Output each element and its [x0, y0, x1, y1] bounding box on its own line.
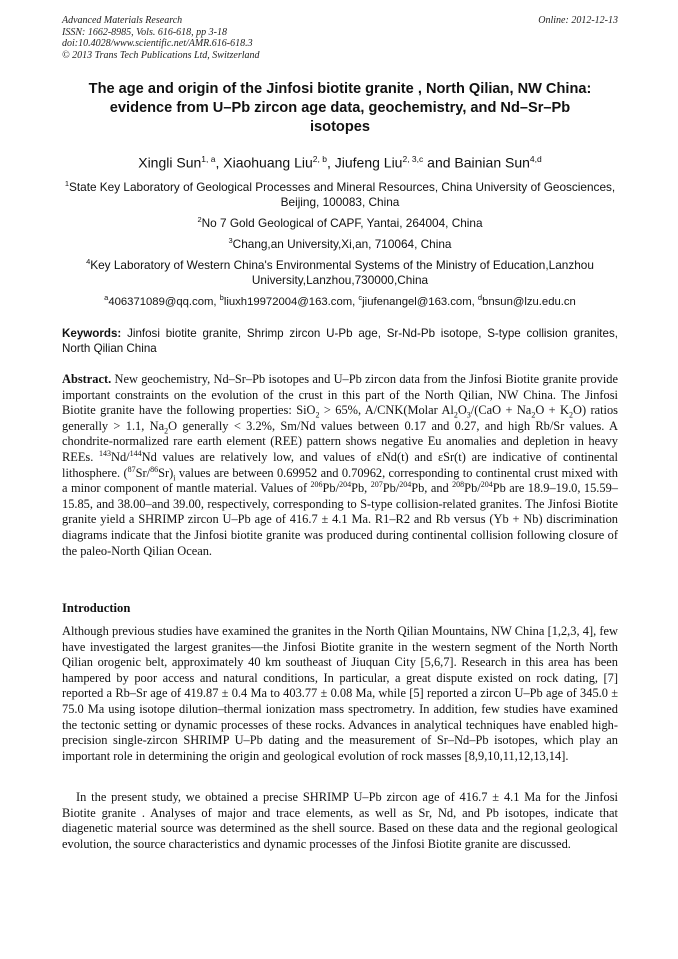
email-marker: a: [104, 293, 109, 302]
author-emails: [62, 290, 618, 310]
keywords-text: Jinfosi biotite granite, Shrimp zircon U-Pb age, Sr-Nd-Pb isotope, S-type collision granites, North Qilian China: [62, 327, 618, 355]
running-header: [62, 15, 618, 61]
author-name: Bainian Sun: [454, 154, 530, 171]
title-line-2: evidence from U–Pb zircon age data, geochemistry, and Nd–Sr–Pb: [109, 100, 571, 116]
affiliation-4: [62, 254, 618, 288]
superscript: 204: [339, 480, 352, 490]
superscript: 143: [99, 448, 112, 458]
email-marker: c: [358, 293, 363, 302]
paper-title: [54, 80, 626, 137]
abstract-text: O generally < 3.2%, Sm/Nd values between 0.17 and 0.27, and high Rb/Sr values. A chondrite-normalized rare earth element (REE) pattern shows negative Eu anomalies and depletion in heavy REEs.: [62, 418, 618, 464]
superscript: 206: [310, 480, 323, 490]
author-sup: 2, b: [312, 154, 327, 164]
journal-name: Advanced Materials Research: [62, 15, 183, 26]
superscript: 207: [370, 480, 383, 490]
subscript: 3: [466, 410, 471, 420]
affiliation-text: Key Laboratory of Western China's Environmental Systems of the Ministry of Education,Lanzhou University,Lanzhou,730000,China: [90, 257, 594, 287]
email-link[interactable]: 406371089@qq.com,: [108, 295, 220, 308]
abstract-text: values are between 0.69952 and 0.70962, corresponding to continental crust mixed with a minor component of mantle material. Values of: [62, 465, 618, 496]
abstract-paragraph: [62, 372, 618, 559]
email-link[interactable]: bnsun@lzu.edu.cn: [482, 295, 576, 308]
superscript: 87: [127, 464, 136, 474]
abstract-text: Nd/: [111, 449, 130, 464]
abstract-text: Nd values are relatively low, and values of εNd(t) and εSr(t) are indicative of continental lithosphere. (: [62, 449, 618, 480]
affiliation-number: 3: [228, 236, 233, 245]
affiliation-text: State Key Laboratory of Geological Processes and Mineral Resources, China University of Geosciences, Beijing, 100083, China: [68, 179, 616, 209]
affiliation-number: 2: [197, 215, 202, 224]
author-sup: 2, 3,c: [402, 154, 424, 164]
keywords-label: Keywords:: [62, 327, 122, 340]
issn-line: ISSN: 1662-8985, Vols. 616-618, pp 3-18: [62, 26, 227, 38]
abstract-text: Pb/: [322, 481, 340, 496]
author-sup: 4,d: [529, 154, 542, 164]
abstract-text: New geochemistry, Nd–Sr–Pb isotopes and U–Pb zircon data from the Jinfosi Biotite granite provide important constraints on the evolution of the crust in this part of the North Qilian, NW China. The Jinfosi Biotite granite have the following properties: SiO: [62, 372, 618, 418]
author-list: [62, 150, 618, 172]
affiliation-number: 1: [64, 179, 69, 188]
abstract-text: Pb are 18.9–19.0, 15.59–15.85, and 38.00–and 39.00, respectively, corresponding to S-type collision-related granites. The Jinfosi Biotite granite yield a SHRIMP zircon U–Pb age of 416.7 ± 4.1 Ma. R1–R2 and Rb versus (Yb + Nb) discrimination diagrams indicate that the Jinfosi biotite granite was produced during continental collision following closure of the paleo-North Qilian Ocean.: [62, 481, 618, 558]
abstract-text: O) ratios generally > 1.1, Na: [62, 403, 618, 433]
abstract-text: Pb,: [351, 481, 371, 496]
abstract-text: Pb/: [382, 481, 400, 496]
subscript: 2: [453, 410, 458, 420]
author-name: Jiufeng Liu: [334, 154, 403, 171]
author-separator: and: [423, 154, 455, 171]
author-name: Xingli Sun: [138, 154, 202, 171]
affiliation-3: [62, 233, 618, 252]
email-link[interactable]: jiufenangel@163.com,: [362, 295, 478, 308]
author-name: Xiaohuang Liu: [223, 154, 313, 171]
subscript: 2: [531, 410, 536, 420]
superscript: 204: [480, 480, 493, 490]
abstract-text: O + K: [535, 403, 569, 418]
abstract-label: Abstract.: [62, 372, 112, 386]
email-link[interactable]: liuxh19972004@163.com,: [223, 295, 359, 308]
email-marker: b: [219, 293, 224, 302]
abstract-text: Pb/: [464, 481, 481, 496]
email-marker: d: [477, 293, 483, 302]
author-sup: 1, a: [201, 154, 216, 164]
title-line-1: The age and origin of the Jinfosi biotite granite , North Qilian, NW China:: [88, 81, 592, 97]
subscript: 2: [164, 426, 169, 436]
subscript: 2: [315, 410, 320, 420]
author-separator: ,: [326, 154, 335, 171]
affiliation-text: Chang,an University,Xi,an, 710064, China: [232, 236, 452, 251]
abstract-text: > 65%, A/CNK(Molar Al: [319, 403, 454, 418]
abstract-text: O: [457, 403, 467, 418]
superscript: 208: [452, 480, 465, 490]
subscript: i: [173, 473, 176, 483]
abstract-text: Sr/: [135, 465, 151, 480]
keywords-block: [62, 326, 618, 356]
abstract-text: Pb, and: [411, 481, 453, 496]
doi-line: doi:10.4028/www.scientific.net/AMR.616-618.3: [62, 38, 253, 49]
abstract-text: /(CaO + Na: [470, 403, 532, 418]
online-date: Online: 2012-12-13: [538, 15, 618, 26]
copyright-line: © 2013 Trans Tech Publications Ltd, Switzerland: [62, 49, 260, 61]
affiliation-number: 4: [86, 257, 91, 266]
abstract-text: Sr): [158, 465, 174, 480]
affiliation-1: [62, 176, 618, 210]
affiliation-text: No 7 Gold Geological of CAPF, Yantai, 264004, China: [201, 215, 483, 230]
superscript: 204: [399, 480, 412, 490]
author-separator: ,: [215, 154, 224, 171]
title-line-3: isotopes: [309, 119, 370, 135]
affiliation-2: [62, 212, 618, 231]
introduction-paragraph-2: In the present study, we obtained a precise SHRIMP U–Pb zircon age of 416.7 ± 4.1 Ma for the Jinfosi Biotite granite . Analyses of major and trace elements, as well as Sr, Nd, and Pb isotopes, indicate that diagenetic material source was determined as the shell source. Based on these data and the regional geological evolution, the source characteristics and dynamic processes of the Jinfosi Biotite granite are discussed.: [62, 790, 618, 851]
introduction-heading: Introduction: [62, 601, 131, 615]
introduction-paragraph-1: Although previous studies have examined the granites in the North Qilian Mountains, NW China [1,2,3, 4], few have investigated the largest granites—the Jinfosi Biotite granite in the western segment of the North North Qilian orogenic belt, approximately 40 km southeast of Jiuquan City [5,6,7]. Research in this area has been hampered by poor access and natural conditions, In particular, a great dispute existed on rock dating, [7] reported a Rb–Sr age of 419.87 ± 0.4 Ma to 403.77 ± 0.08 Ma, while [5] reported a zircon U–Pb age of 345.0 ± 75.0 Ma using isotope dilution–thermal ionization mass spectrometry. In addition, few studies have examined the tectonic setting or dynamic processes of these rocks. Advances in analytical techniques have enabled high-precision single-zircon SHRIMP U–Pb dating and the measurement of Sr–Nd–Pb isotopes, which play an important role in determining the origin and geological evolution of rock masses [8,9,10,11,12,13,14].: [62, 624, 618, 763]
subscript: 2: [569, 410, 573, 420]
superscript: 86: [150, 464, 159, 474]
superscript: 144: [129, 448, 142, 458]
